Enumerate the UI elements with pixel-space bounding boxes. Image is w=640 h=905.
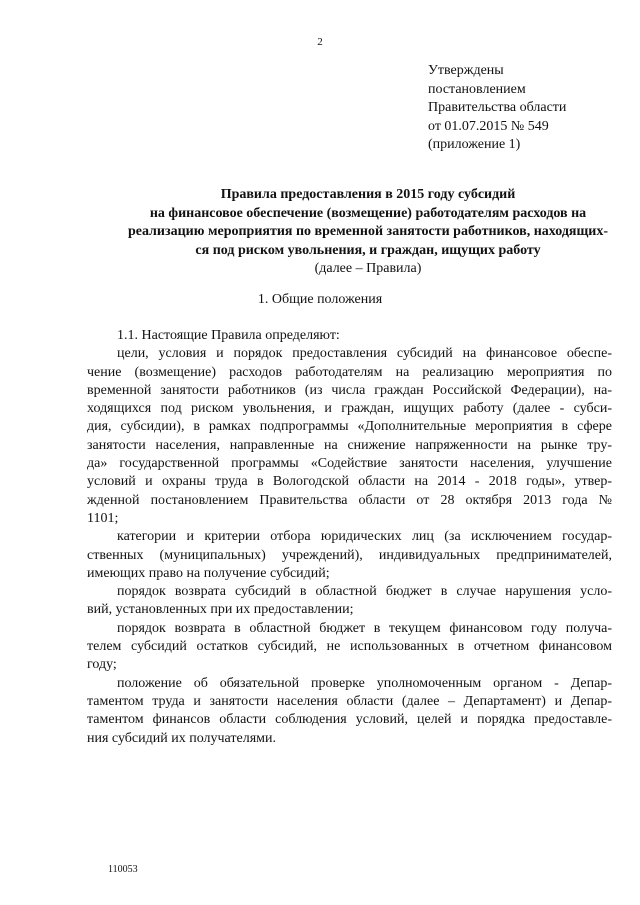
title-line: реализацию мероприятия по временной занятости работников, находящих- [127,224,609,240]
document-body [87,327,612,748]
text-line: таментом финансов области соблюдения условий, целей и порядка предоставле- [87,712,612,728]
text-line: чение (возмещение) расходов работодателям на реализацию мероприятия по [87,364,612,380]
text-line: жденной постановлением Правительства области от 28 октября 2013 года № [87,492,612,508]
title-line: Правила предоставления в 2015 году субсидий [220,187,516,202]
text-line: категории и критерии отбора юридических лиц (за исключением государ- [117,529,612,545]
paragraph [87,345,612,528]
title-note: (далее – Правила) [314,261,422,277]
paragraph [117,327,612,345]
approval-line: Утверждены [428,63,504,78]
text-line: ния субсидий их получателями. [87,730,276,746]
text-line: цели, условия и порядок предоставления субсидий на финансовое обеспе- [117,346,612,362]
text-line: году; [87,657,117,673]
section-heading: 1. Общие положения [257,292,383,307]
approval-line: (приложение 1) [428,137,521,153]
page-number: 2 [317,36,323,48]
document-title [108,186,628,279]
text-line: вий, установленных при их предоставлении; [87,602,354,618]
paragraph [87,620,612,675]
text-line: имеющих право на получение субсидий; [87,565,330,581]
approval-line: от 01.07.2015 № 549 [428,118,549,134]
text-line: порядок возврата субсидий в областной бюджет в случае нарушения усло- [117,584,612,600]
approval-line: Правительства области [428,100,567,116]
text-line: да» государственной программы «Содействие занятости населения, улучшение [87,456,612,472]
text-line: ходящихся под риском увольнения, и граждан, ищущих работу (далее - субси- [87,401,612,417]
text-line: порядок возврата в областной бюджет в текущем финансовом году получа- [117,620,612,636]
approval-line: постановлением [428,81,526,97]
text-line: 1.1. Настоящие Правила определяют: [117,328,340,343]
paragraph [87,675,612,748]
title-line: на финансовое обеспечение (возмещение) работодателям расходов на [149,205,587,221]
title-line: ся под риском увольнения, и граждан, ищущих работу [195,242,541,258]
text-line: ственных (муниципальных) учреждений), индивидуальных предпринимателей, [87,547,612,563]
text-line: положение об обязательной проверке уполномоченным органом - Депар- [117,675,612,691]
text-line: условий и охраны труда в Вологодской области на 2014 - 2018 годы», утвер- [87,474,612,490]
text-line: дия, субсидии), в рамках подпрограммы «Дополнительные мероприятия в сфере [87,419,612,435]
text-line: телем субсидий остатков субсидий, не использованных в отчетном финансовом [87,639,612,655]
text-line: занятости населения, направленные на снижение напряженности на рынке тру- [87,437,612,453]
paragraph [87,528,612,583]
approval-stamp [428,62,566,155]
text-line: временной занятости работников (из числа граждан Российской Федерации), на- [87,382,612,398]
text-line: таментом труда и занятости населения области (далее – Департамент) и Депар- [87,693,612,709]
text-line: 1101; [87,510,119,526]
footer-code: 110053 [108,864,138,875]
paragraph [87,583,612,620]
